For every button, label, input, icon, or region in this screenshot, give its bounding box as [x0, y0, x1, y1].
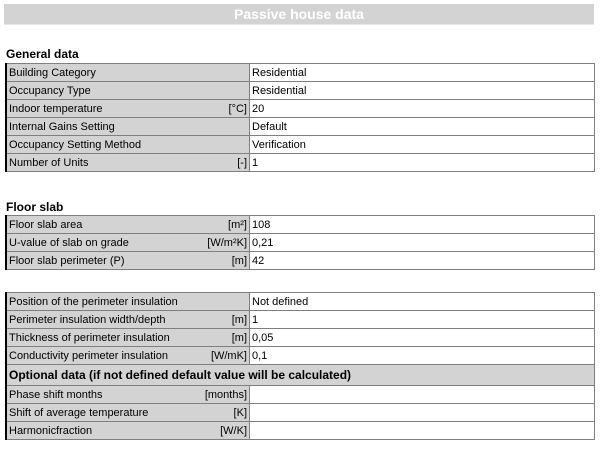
table-row [6, 347, 595, 365]
harmonic-fraction-field[interactable] [250, 422, 595, 440]
table-row [6, 386, 595, 404]
indoor-temperature-field[interactable]: 20 [250, 100, 595, 118]
table-row [6, 118, 595, 136]
optional-data-heading: Optional data (if not defined default value will be calculated) [6, 365, 595, 386]
floor-slab-perimeter-label: Floor slab perimeter (P) [m] [6, 252, 250, 270]
phase-shift-months-label: Phase shift months [months] [6, 386, 250, 404]
building-category-label: Building Category [6, 64, 250, 82]
insulation-width-depth-field[interactable]: 1 [250, 311, 595, 329]
number-of-units-label: Number of Units [-] [6, 154, 250, 172]
table-row [6, 422, 595, 440]
page-title: Passive house data [4, 4, 594, 25]
table-row [6, 64, 595, 82]
table-row [6, 311, 595, 329]
u-value-slab-label: U-value of slab on grade [W/m²K] [6, 234, 250, 252]
occupancy-type-field[interactable]: Residential [250, 82, 595, 100]
insulation-conductivity-field[interactable]: 0,1 [250, 347, 595, 365]
general-data-table [5, 63, 595, 172]
insulation-width-depth-label: Perimeter insulation width/depth [m] [6, 311, 250, 329]
table-row [6, 100, 595, 118]
insulation-conductivity-label: Conductivity perimeter insulation [W/mK] [6, 347, 250, 365]
table-row [6, 136, 595, 154]
floor-slab-heading: Floor slab [6, 200, 64, 214]
internal-gains-setting-field[interactable]: Default [250, 118, 595, 136]
general-data-heading: General data [6, 47, 79, 61]
building-category-field[interactable]: Residential [250, 64, 595, 82]
shift-average-temperature-label: Shift of average temperature [K] [6, 404, 250, 422]
floor-slab-table [5, 215, 595, 270]
floor-slab-area-field[interactable]: 108 [250, 216, 595, 234]
harmonic-fraction-label: Harmonicfraction [W/K] [6, 422, 250, 440]
insulation-thickness-field[interactable]: 0,05 [250, 329, 595, 347]
perimeter-insulation-table [5, 292, 595, 440]
occupancy-setting-method-label: Occupancy Setting Method [6, 136, 250, 154]
table-row [6, 216, 595, 234]
insulation-position-field[interactable]: Not defined [250, 293, 595, 311]
table-row [6, 329, 595, 347]
phase-shift-months-field[interactable] [250, 386, 595, 404]
number-of-units-field[interactable]: 1 [250, 154, 595, 172]
insulation-thickness-label: Thickness of perimeter insulation [m] [6, 329, 250, 347]
indoor-temperature-label: Indoor temperature [°C] [6, 100, 250, 118]
floor-slab-area-label: Floor slab area [m²] [6, 216, 250, 234]
insulation-position-label: Position of the perimeter insulation [6, 293, 250, 311]
table-row [6, 234, 595, 252]
table-row [6, 404, 595, 422]
occupancy-setting-method-field[interactable]: Verification [250, 136, 595, 154]
table-row [6, 293, 595, 311]
shift-average-temperature-field[interactable] [250, 404, 595, 422]
table-row [6, 154, 595, 172]
internal-gains-setting-label: Internal Gains Setting [6, 118, 250, 136]
u-value-slab-field[interactable]: 0,21 [250, 234, 595, 252]
occupancy-type-label: Occupancy Type [6, 82, 250, 100]
floor-slab-perimeter-field[interactable]: 42 [250, 252, 595, 270]
table-row [6, 252, 595, 270]
optional-data-header-row [6, 365, 595, 386]
table-row [6, 82, 595, 100]
